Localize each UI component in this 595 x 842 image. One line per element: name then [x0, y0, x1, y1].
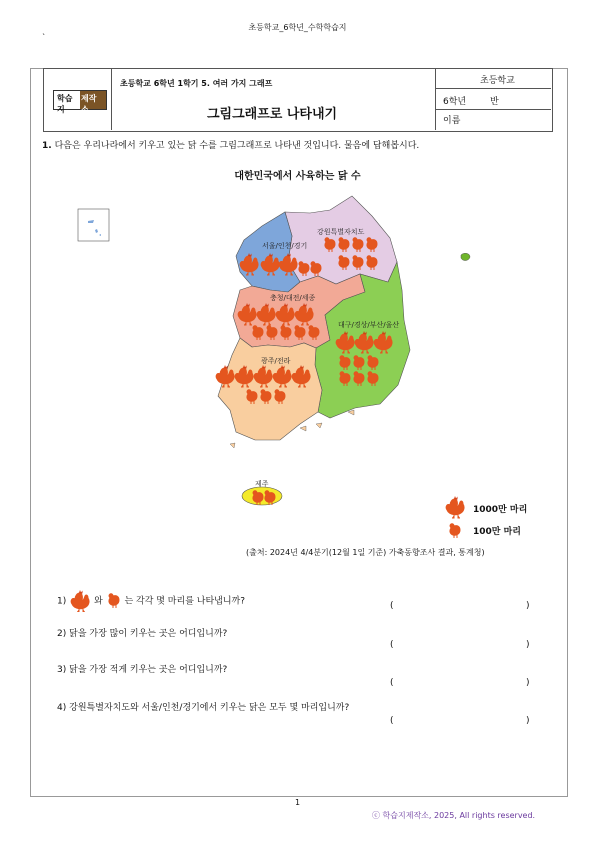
school-label: 초등학교: [480, 76, 515, 86]
answer-close: ): [526, 716, 530, 726]
question-number: 2): [57, 629, 67, 639]
label-chungcheong: 충청/대전/세종: [270, 294, 316, 302]
answer-open: (: [390, 716, 394, 726]
legend-chick-icon: [450, 524, 460, 538]
answer-open: (: [390, 678, 394, 688]
answer-open: (: [390, 601, 394, 611]
question-text: 다음은 우리나라에서 키우고 있는 닭 수를 그림그래프로 나타낸 것입니다. 물음에 답해봅시다.: [54, 141, 420, 151]
logo-left: 학습지: [54, 91, 80, 109]
grade-label: 6학년: [443, 97, 467, 107]
question-number: 1.: [42, 141, 52, 151]
copyright: ⓒ 학습지제작소, 2025, All rights reserved.: [372, 811, 536, 820]
question-number: 3): [57, 665, 67, 675]
label-jeju: 제주: [255, 480, 269, 488]
answer-close: ): [526, 678, 530, 688]
rooster-icon: [69, 590, 91, 612]
worksheet-title: 그림그래프로 나타내기: [207, 107, 338, 122]
legend-big-label: 1000만 마리: [473, 505, 528, 515]
question-connector: 와: [94, 596, 103, 607]
logo-right: 제작소: [80, 91, 106, 109]
question-2: [57, 626, 227, 639]
question-text: 닭을 가장 적게 키우는 곳은 어디입니까?: [69, 665, 228, 675]
region-jeolla: [218, 338, 322, 440]
page-number: 1: [294, 798, 301, 807]
legend-small-label: 100만 마리: [473, 527, 522, 537]
question-number: 4): [57, 703, 67, 713]
corner-mark: `: [42, 33, 46, 42]
question-number: 1): [57, 596, 67, 607]
label-gangwon: 강원특별자치도: [317, 228, 365, 236]
chart-source: (출처: 2024년 4/4분기(12월 1일 기준) 가축동향조사 결과, 통계청): [246, 548, 485, 557]
answer-open: (: [390, 640, 394, 650]
question-text: 강원특별자치도와 서울/인천/경기에서 키우는 닭은 모두 몇 마리입니까?: [69, 703, 350, 713]
question-3: [57, 662, 227, 675]
question-text: 닭을 가장 많이 키우는 곳은 어디입니까?: [69, 629, 228, 639]
label-gyeongsang: 대구/경상/부산/울산: [338, 321, 400, 329]
question-text: 는 각각 몇 마리를 나타냅니까?: [124, 596, 246, 607]
class-label: 반: [490, 97, 499, 107]
legend-rooster-icon: [446, 496, 464, 518]
chick-icon: [106, 592, 122, 610]
question-1: [57, 590, 245, 612]
inset-box: [78, 209, 109, 241]
name-label: 이름: [443, 116, 461, 126]
question-4: [57, 700, 349, 713]
answer-close: ): [526, 640, 530, 650]
page-header: 초등학교_6학년_수학학습지: [248, 23, 347, 32]
answer-close: ): [526, 601, 530, 611]
label-seoul: 서울/인천/경기: [262, 242, 308, 250]
chart-title: 대한민국에서 사육하는 닭 수: [234, 171, 361, 182]
ulleung-island: [461, 253, 470, 260]
course-info: 초등학교 6학년 1학기 5. 여러 가지 그래프: [120, 79, 273, 88]
label-jeolla: 광주/전라: [261, 357, 291, 365]
